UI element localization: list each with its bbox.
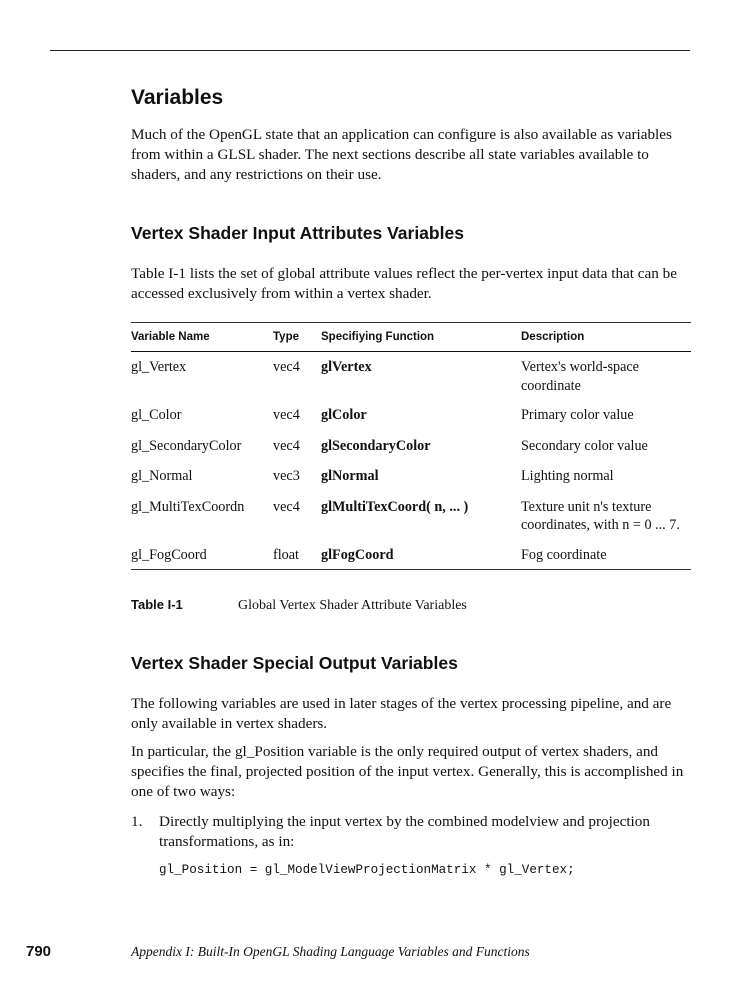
table-header (131, 323, 691, 351)
cell-description: Lighting normal (521, 468, 614, 484)
cell-function: glColor (321, 407, 367, 423)
cell-description: Texture unit n's texture coordinates, with n = 0 ... 7. (521, 498, 680, 533)
table-caption (131, 597, 467, 614)
outputs-para-2: In particular, the gl_Position variable is the only required output of vertex shaders, and specifies the final, projected position of the input vertex. Generally, this is accomplished in one of two ways: (131, 743, 684, 800)
cell-name: gl_FogCoord (131, 546, 207, 563)
running-footer-title: Appendix I: Built-In OpenGL Shading Language Variables and Functions (131, 944, 530, 959)
cell-description: Primary color value (521, 407, 634, 423)
list-text: Directly multiplying the input vertex by the combined modelview and projection transformations, as in: (159, 813, 650, 850)
table-row (131, 358, 691, 395)
caption-text: Global Vertex Shader Attribute Variables (238, 598, 467, 613)
header-function: Specifiying Function (321, 331, 435, 343)
list-number: 1. (131, 813, 143, 830)
table-header-rule (131, 351, 691, 352)
table-row (131, 406, 691, 425)
cell-description: Fog coordinate (521, 546, 607, 563)
cell-description: Secondary color value (521, 437, 648, 454)
outputs-para-1: The following variables are used in later stages of the vertex processing pipeline, and are only available in vertex shaders. (131, 695, 672, 732)
top-rule (50, 50, 690, 51)
attributes-heading: Vertex Shader Input Attributes Variables (131, 223, 464, 243)
header-type: Type (273, 331, 299, 343)
cell-name: gl_MultiTexCoordn (131, 498, 245, 515)
cell-type: vec3 (273, 468, 300, 484)
header-variable-name: Variable Name (131, 331, 210, 343)
table-row (131, 498, 691, 535)
table-bottom-rule (131, 569, 691, 570)
cell-function: glNormal (321, 468, 379, 484)
cell-description: Vertex's world-space coordinate (521, 359, 639, 394)
cell-type: vec4 (273, 498, 300, 515)
section-heading: Variables (131, 86, 224, 109)
cell-type: vec4 (273, 437, 300, 454)
table-row (131, 467, 691, 486)
cell-function: glFogCoord (321, 546, 394, 563)
header-description: Description (521, 331, 585, 343)
cell-function: glMultiTexCoord( n, ... ) (321, 498, 469, 515)
cell-type: vec4 (273, 359, 300, 375)
outputs-heading: Vertex Shader Special Output Variables (131, 653, 458, 673)
code-sample: gl_Position = gl_ModelViewProjectionMatrix * gl_Vertex; (159, 863, 575, 877)
cell-type: vec4 (273, 407, 300, 423)
attributes-table (131, 322, 691, 570)
attributes-intro: Table I-1 lists the set of global attribute values reflect the per-vertex input data that can be accessed exclusively from within a vertex shader. (131, 265, 678, 302)
section-intro: Much of the OpenGL state that an application can configure is also available as variables from within a GLSL shader. The next sections describe all state variables available to shaders, and any restrictions on their use. (131, 126, 672, 183)
cell-name: gl_SecondaryColor (131, 437, 242, 454)
page-number: 790 (26, 943, 52, 960)
cell-function: glSecondaryColor (321, 437, 431, 454)
table-row (131, 437, 691, 456)
cell-name: gl_Normal (131, 468, 193, 484)
cell-type: float (273, 546, 299, 563)
cell-function: glVertex (321, 359, 372, 375)
table-row (131, 546, 691, 565)
caption-label: Table I-1 (131, 597, 183, 612)
cell-name: gl_Color (131, 407, 182, 423)
cell-name: gl_Vertex (131, 359, 187, 375)
